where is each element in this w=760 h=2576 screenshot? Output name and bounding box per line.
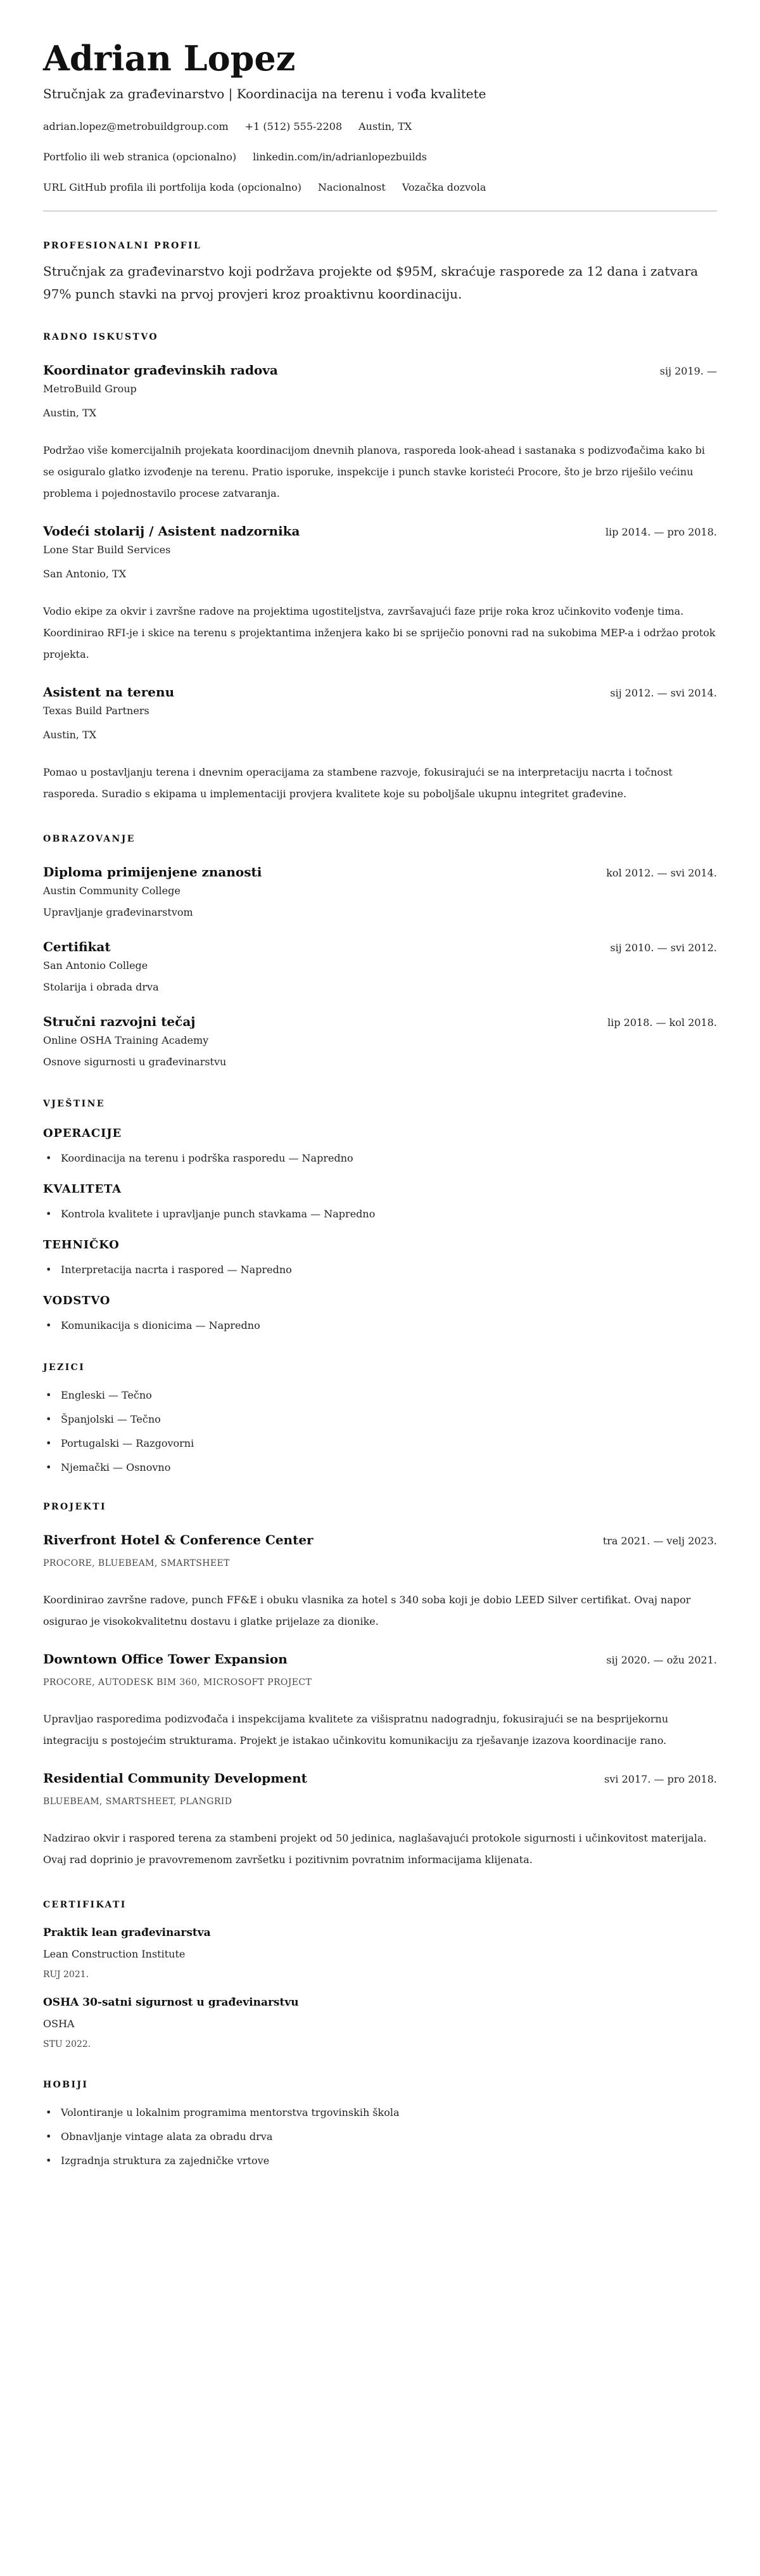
education-entry [43,1013,717,1070]
portfolio-link[interactable]: Portfolio ili web stranica (opcionalno) [43,151,237,163]
nationality: Nacionalnost [318,181,386,193]
section-title: VJEŠTINE [43,1099,105,1109]
certificate-entry [43,1925,717,1981]
skill-item: • Komunikacija s dionicima — Napredno [43,1318,717,1333]
project-dates: tra 2021. — velj 2023. [602,1535,717,1547]
language-item: • Engleski — Tečno [43,1388,717,1403]
company: MetroBuild Group [43,383,137,395]
project-description: Koordinirao završne radove, punch FF&E i obuku vlasnika za hotel s 340 soba koji je dobio LEED Silver certifikat. Ovaj napor osigurao je visokokvalitetnu dostavu i glatke prijelaze za dionike. [43,1594,691,1627]
skills-section [43,1098,717,1333]
education-section [43,833,717,1070]
job-description: Pomao u postavljanju terena i dnevnim operacijama za stambene razvoje, fokusirajući se na interpretaciju nacrta i točnost rasporeda. Suradio s ekipama u implementaciji provjera kvalitete koje su poboljšale ukupnu integritet građevine. [43,766,673,800]
project-title: Downtown Office Tower Expansion [43,1651,288,1667]
job-dates: sij 2019. — [659,365,717,377]
section-title: CERTIFIKATI [43,1900,127,1910]
section-title: OBRAZOVANJE [43,834,136,844]
hobbies-section [43,2079,717,2169]
project-dates: sij 2020. — ožu 2021. [606,1654,717,1666]
hobby-item: • Volontiranje u lokalnim programima mentorstva trgovinskih škola [43,2105,717,2120]
job-location: San Antonio, TX [43,568,127,580]
degree-title: Certifikat [43,939,111,954]
job-description: Vodio ekipe za okvir i završne radove na projektima ugostiteljstva, završavajući faze prije roka kroz učinkovito vođenje tima. Koordinirao RFI-je i skice na terenu s projektantima inženjera kako bi se spriječio ponovni rad na sukobima MEP-a i održao protok projekta. [43,605,716,660]
certificate-entry [43,1995,717,2051]
project-entry [43,1650,717,1752]
project-title: Riverfront Hotel & Conference Center [43,1532,314,1548]
section-title: RADNO ISKUSTVO [43,332,158,342]
contact-row [43,180,717,195]
projects-section [43,1501,717,1871]
certificate-issuer: Lean Construction Institute [43,1948,186,1960]
education-dates: kol 2012. — svi 2014. [606,867,717,879]
drivers-license: Vozačka dozvola [402,181,486,193]
skill-item: • Kontrola kvalitete i upravljanje punch stavkama — Napredno [43,1207,717,1222]
company: Texas Build Partners [43,705,149,717]
section-title: PROJEKTI [43,1502,106,1512]
language-item: • Španjolski — Tečno [43,1412,717,1427]
field-of-study: Upravljanje građevinarstvom [43,906,193,918]
education-dates: lip 2018. — kol 2018. [607,1016,717,1028]
certificate-title: OSHA 30-satni sigurnost u građevinarstvu [43,1996,299,2009]
skill-item: • Koordinacija na terenu i podrška rasporedu — Napredno [43,1151,717,1166]
skill-group [43,1125,717,1166]
hobby-item: • Obnavljanje vintage alata za obradu drva [43,2129,717,2144]
project-entry [43,1531,717,1632]
job-title: Vodeći stolarij / Asistent nadzornika [43,523,300,539]
contact-row [43,150,717,165]
language-item: • Njemački — Osnovno [43,1460,717,1475]
contact-row [43,119,717,134]
project-tools: PROCORE, BLUEBEAM, SMARTSHEET [43,1558,230,1568]
skill-item: • Interpretacija nacrta i raspored — Napredno [43,1262,717,1278]
phone[interactable]: +1 (512) 555-2208 [244,120,343,132]
company: Lone Star Build Services [43,544,171,556]
languages-section [43,1361,717,1475]
certificates-section [43,1899,717,2051]
job-dates: lip 2014. — pro 2018. [605,526,717,538]
field-of-study: Stolarija i obrada drva [43,981,159,993]
project-description: Upravljao rasporedima podizvođača i inspekcijama kvalitete za višispratnu nadogradnju, fokusirajući se na besprijekornu integraciju s postojećim strukturama. Projekt je istakao učinkovitu komunikaciju za rješavanje izazova koordinacije rano. [43,1713,669,1746]
project-description: Nadzirao okvir i raspored terena za stambeni projekt od 50 jedinica, naglašavajući protokole sigurnosti i učinkovitost materijala. Ovaj rad doprinio je pravovremenom završetku i pozitivnim povratnim informacijama klijenata. [43,1832,707,1866]
job-description: Podržao više komercijalnih projekata koordinacijom dnevnih planova, rasporeda look-ahead i sastanaka s podizvođačima kako bi se osiguralo glatko izvođenje na terenu. Pratio isporuke, inspekcije i punch stavke koristeći Procore, što je brzo riješilo većinu problema i pojednostavilo procese zatvaranja. [43,444,706,499]
project-tools: BLUEBEAM, SMARTSHEET, PLANGRID [43,1797,232,1807]
project-tools: PROCORE, AUTODESK BIM 360, MICROSOFT PROJECT [43,1677,312,1688]
certificate-date: RUJ 2021. [43,1970,89,1980]
experience-entry [43,522,717,665]
project-dates: svi 2017. — pro 2018. [604,1773,717,1785]
job-dates: sij 2012. — svi 2014. [610,687,717,699]
school: Online OSHA Training Academy [43,1034,209,1046]
experience-entry [43,683,717,805]
profile-section [43,240,717,305]
email[interactable]: adrian.lopez@metrobuildgroup.com [43,120,229,132]
skill-group [43,1237,717,1278]
experience-entry [43,361,717,504]
job-location: Austin, TX [43,729,97,741]
skill-group [43,1181,717,1222]
certificate-issuer: OSHA [43,2018,75,2030]
skill-group [43,1293,717,1333]
skill-group-title: OPERACIJE [43,1127,122,1140]
resume-header [43,37,717,212]
section-title: PROFESIONALNI PROFIL [43,241,202,251]
header-divider [43,210,717,212]
candidate-name: Adrian Lopez [43,38,296,79]
field-of-study: Osnove sigurnosti u građevinarstvu [43,1056,227,1068]
certificate-title: Praktik lean građevinarstva [43,1926,211,1939]
degree-title: Stručni razvojni tečaj [43,1014,196,1029]
candidate-headline: Stručnjak za građevinarstvo | Koordinacija na terenu i vođa kvalitete [43,86,486,101]
school: San Antonio College [43,959,148,971]
job-location: Austin, TX [43,407,97,419]
job-title: Asistent na terenu [43,684,175,700]
linkedin-link[interactable]: linkedin.com/in/adrianlopezbuilds [253,151,428,163]
contact-info [43,119,717,195]
certificate-date: STU 2022. [43,2039,91,2049]
language-item: • Portugalski — Razgovorni [43,1436,717,1451]
hobby-item: • Izgradnja struktura za zajedničke vrtove [43,2153,717,2169]
education-entry [43,863,717,920]
project-entry [43,1769,717,1871]
github-link[interactable]: URL GitHub profila ili portfolija koda (opcionalno) [43,181,302,193]
location: Austin, TX [358,120,412,132]
education-entry [43,938,717,995]
project-title: Residential Community Development [43,1771,307,1786]
skill-group-title: KVALITETA [43,1182,122,1196]
section-title: JEZICI [43,1362,86,1373]
degree-title: Diploma primijenjene znanosti [43,864,262,880]
section-title: HOBIJI [43,2080,89,2090]
experience-section [43,331,717,805]
education-dates: sij 2010. — svi 2012. [610,942,717,954]
skill-group-title: VODSTVO [43,1294,111,1307]
skill-group-title: TEHNIČKO [43,1238,120,1252]
profile-summary: Stručnjak za građevinarstvo koji podržava projekte od $95M, skraćuje rasporede za 12 dana i zatvara 97% punch stavki na prvoj provjeri kroz proaktivnu koordinaciju. [43,264,699,302]
job-title: Koordinator građevinskih radova [43,362,278,378]
school: Austin Community College [43,885,180,897]
